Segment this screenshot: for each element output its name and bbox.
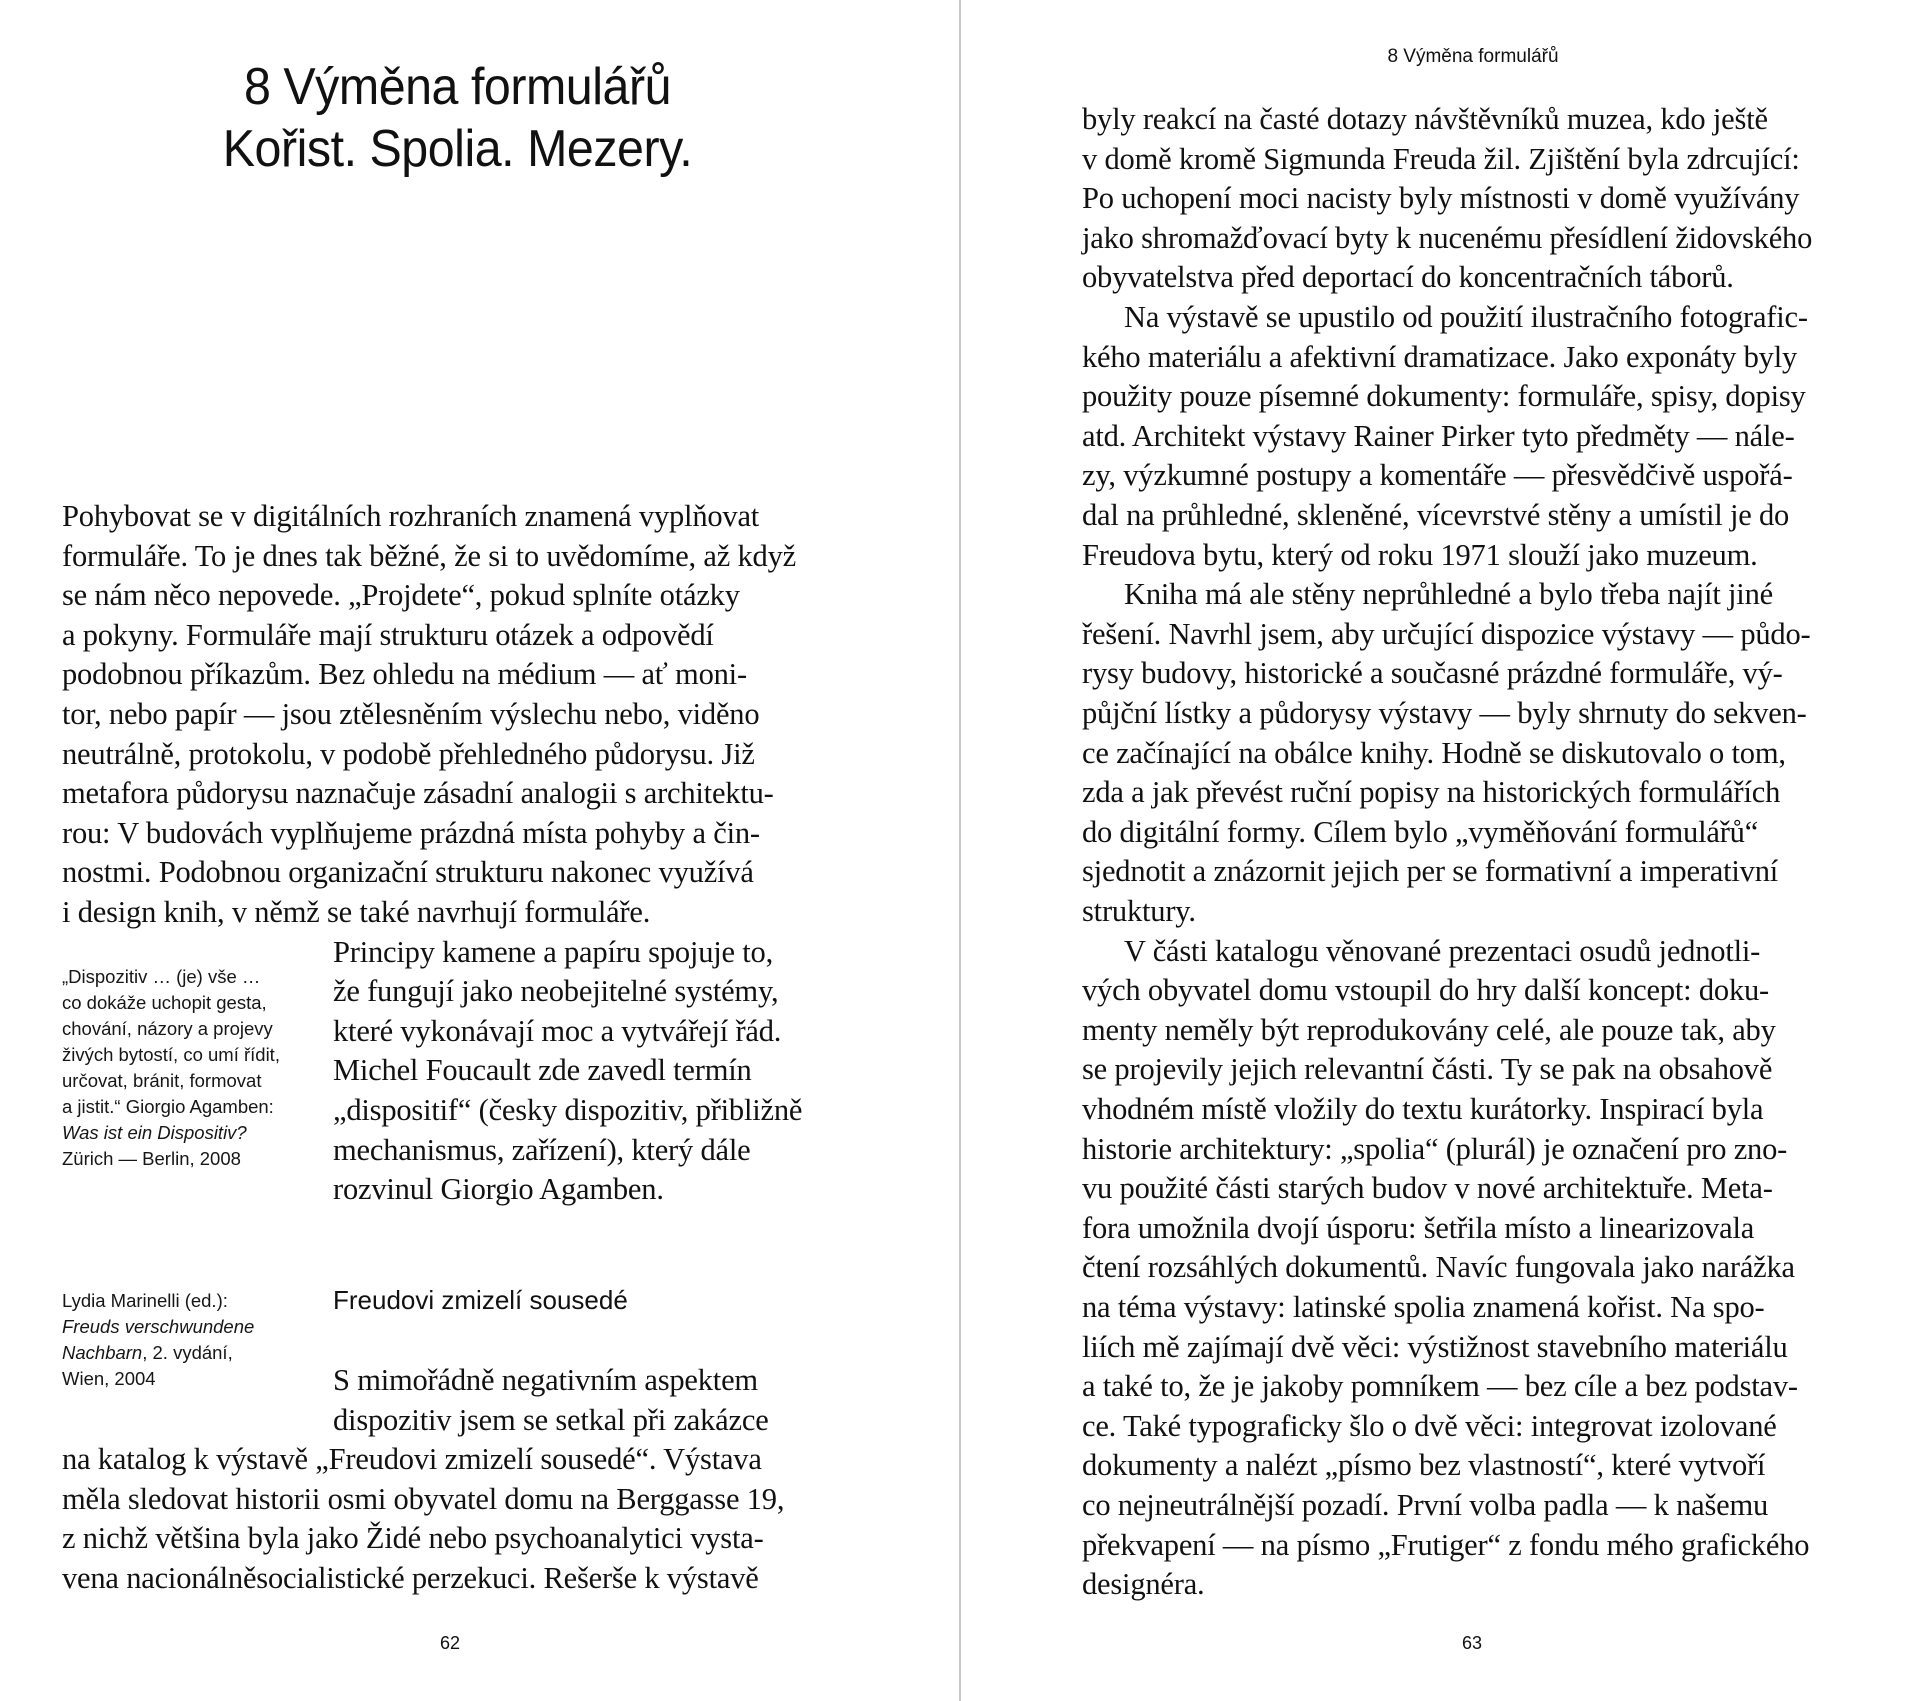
text-line: atd. Architekt výstavy Rainer Pirker tyto předměty — nále- — [1082, 418, 1795, 453]
text-line: S mimořádně negativním aspektem — [333, 1363, 758, 1397]
text-line: čtení rozsáhlých dokumentů. Navíc fungovala jako narážka — [1082, 1250, 1795, 1285]
text-line: Po uchopení moci nacisty byly místnosti v domě využívány — [1082, 181, 1800, 216]
text-line: rou: V budovách vyplňujeme prázdná místa pohyby a čin- — [62, 815, 760, 850]
text-line: metafora půdorysu naznačuje zásadní analogii s architektu- — [62, 776, 774, 811]
note-line — [62, 1340, 233, 1366]
page-number: 63 — [1461, 1633, 1483, 1653]
text-line: jako shromažďovací byty k nucenému přesídlení židovského — [1082, 220, 1813, 255]
left-page — [0, 0, 959, 1701]
text-line: historie architektury: „spolia“ (plurál) je označení pro zno- — [1082, 1131, 1788, 1166]
text-line: se nám něco nepovede. „Projdete“, pokud splníte otázky — [62, 578, 740, 613]
text-line: formuláře. To je dnes tak běžné, že si to uvědomíme, až když — [62, 538, 796, 573]
text-line: a pokyny. Formuláře mají strukturu otázek a odpovědí — [62, 617, 714, 652]
text-line: dal na průhledné, skleněné, vícevrstvé stěny a umístil je do — [1082, 498, 1790, 532]
chapter-title-line-1: 8 Výměna formulářů — [243, 58, 672, 116]
text-line: tor, nebo papír — jsou ztělesněním výslechu nebo, viděno — [62, 697, 760, 731]
note-line: Zürich — Berlin, 2008 — [62, 1148, 241, 1169]
text-line: řešení. Navrhl jsem, aby určující dispozice výstavy — půdo- — [1082, 616, 1811, 651]
note-line: určovat, bránit, formovat — [62, 1070, 262, 1091]
chapter-title-line-2: Kořist. Spolia. Mezery. — [222, 120, 693, 178]
text-line: ce začínající na obálce knihy. Hodně se diskutovalo o tom, — [1082, 735, 1786, 770]
text-line: překvapení — na písmo „Frutiger“ z fondu mého grafického — [1082, 1527, 1810, 1562]
text-line: že fungují jako neobejitelné systémy, — [333, 974, 779, 1009]
note-line: Wien, 2004 — [62, 1368, 156, 1389]
text-line: půjční lístky a půdorysy výstavy — byly shrnuty do sekven- — [1082, 696, 1807, 730]
text-line: na katalog k výstavě „Freudovi zmizelí sousedé“. Výstava — [62, 1442, 762, 1477]
text-line: vu použité části starých budov v nové architektuře. Meta- — [1082, 1171, 1773, 1206]
text-line: měla sledovat historii osmi obyvatel domu na Berggasse 19, — [62, 1481, 785, 1516]
note-line: „Dispozitiv … (je) vše … — [62, 966, 261, 987]
text-line: se projevily jejich relevantní části. Ty se pak na obsahově — [1082, 1052, 1773, 1087]
note-book-title: Nachbarn — [62, 1342, 143, 1363]
note-edition: , 2. vydání, — [142, 1342, 233, 1363]
text-line: i design knih, v němž se také navrhují formuláře. — [62, 895, 651, 929]
text-line: Freudova bytu, který od roku 1971 slouží jako muzeum. — [1082, 537, 1758, 572]
text-line: podobnou příkazům. Bez ohledu na médium — ať moni- — [62, 657, 747, 692]
text-line: liích mě zajímají dvě věci: výstižnost stavebního materiálu — [1082, 1329, 1788, 1364]
text-line: „dispositif“ (česky dispozitiv, přibližně — [333, 1093, 803, 1127]
text-line: použity pouze písemné dokumenty: formuláře, spisy, dopisy — [1082, 379, 1806, 414]
text-line: Na výstavě se upustilo od použití ilustračního fotografic- — [1124, 300, 1808, 334]
text-line: co nejneutrálnější pozadí. První volba padla — k našemu — [1082, 1488, 1769, 1522]
text-line: které vykonávají moc a vytvářejí řád. — [333, 1013, 782, 1048]
text-line: z nichž většina byla jako Židé nebo psychoanalytici vysta- — [62, 1521, 764, 1556]
text-line: fora umožnila dvojí úsporu: šetřila místo a linearizovala — [1082, 1210, 1755, 1245]
text-line: rozvinul Giorgio Agamben. — [333, 1172, 664, 1207]
text-line: dokumenty a nalézt „písmo bez vlastností“, které vytvoří — [1082, 1448, 1766, 1483]
text-line: Michel Foucault zde zavedl termín — [333, 1053, 752, 1088]
text-line: kého materiálu a afektivní dramatizace. Jako exponáty byly — [1082, 339, 1798, 374]
text-line: ce. Také typograficky šlo o dvě věci: integrovat izolované — [1082, 1408, 1777, 1443]
note-line: chování, názory a projevy — [62, 1018, 273, 1039]
section-heading: Freudovi zmizelí sousedé — [333, 1285, 628, 1315]
note-line: živých bytostí, co umí řídit, — [62, 1044, 280, 1065]
text-line: designéra. — [1082, 1567, 1205, 1602]
text-line: Pohybovat se v digitálních rozhraních znamená vyplňovat — [62, 499, 760, 533]
text-line: Principy kamene a papíru spojuje to, — [333, 934, 774, 969]
text-line: vena nacionálněsocialistické perzekuci. Rešerše k výstavě — [62, 1561, 759, 1595]
text-line: vhodném místě vložily do textu kurátorky. Inspirací byla — [1082, 1092, 1764, 1126]
note-author: Lydia Marinelli (ed.): — [62, 1290, 228, 1311]
running-head: 8 Výměna formulářů — [1387, 46, 1559, 67]
note-line: co dokáže uchopit gesta, — [62, 992, 267, 1013]
text-line: zy, výzkumné postupy a komentáře — přesvědčivě uspořá- — [1082, 458, 1793, 493]
text-line: byly reakcí na časté dotazy návštěvníků muzea, kdo ještě — [1082, 102, 1768, 136]
text-line: vých obyvatel domu vstoupil do hry další koncept: doku- — [1082, 973, 1770, 1008]
page-number: 62 — [439, 1633, 461, 1653]
right-page — [961, 0, 1919, 1701]
text-line: obyvatelstva před deportací do koncentračních táborů. — [1082, 260, 1734, 295]
text-line: a také to, že je jakoby pomníkem — bez cíle a bez podstav- — [1082, 1369, 1798, 1404]
text-line: v domě kromě Sigmunda Freuda žil. Zjištění byla zdrcující: — [1082, 141, 1800, 176]
text-line: na téma výstavy: latinské spolia znamená kořist. Na spo- — [1082, 1290, 1765, 1324]
text-line: rysy budovy, historické a současné prázdné formuláře, vý- — [1082, 656, 1783, 691]
text-line: neutrálně, protokolu, v podobě přehledného půdorysu. Již — [62, 736, 755, 771]
text-line: V části katalogu věnované prezentaci osudů jednotli- — [1124, 933, 1761, 968]
text-line: Kniha má ale stěny neprůhledné a bylo třeba najít jiné — [1124, 577, 1773, 612]
text-line: dispozitiv jsem se setkal při zakázce — [333, 1402, 769, 1437]
note-line: a jistit.“ Giorgio Agamben: — [62, 1096, 274, 1117]
note-book-title: Freuds verschwundene — [62, 1316, 255, 1337]
text-line: sjednotit a znázornit jejich per se formativní a imperativní — [1082, 854, 1779, 889]
text-line: nostmi. Podobnou organizační strukturu nakonec využívá — [62, 855, 754, 890]
text-line: struktury. — [1082, 894, 1196, 928]
text-line: zda a jak převést ruční popisy na historických formulářích — [1082, 775, 1781, 810]
text-line: menty neměly být reprodukovány celé, ale pouze tak, aby — [1082, 1012, 1776, 1047]
text-line: mechanismus, zařízení), který dále — [333, 1132, 751, 1167]
text-line: do digitální formy. Cílem bylo „vyměňování formulářů“ — [1082, 814, 1759, 849]
note-book-title: Was ist ein Dispositiv? — [62, 1122, 247, 1143]
chapter-title — [32, 56, 883, 180]
